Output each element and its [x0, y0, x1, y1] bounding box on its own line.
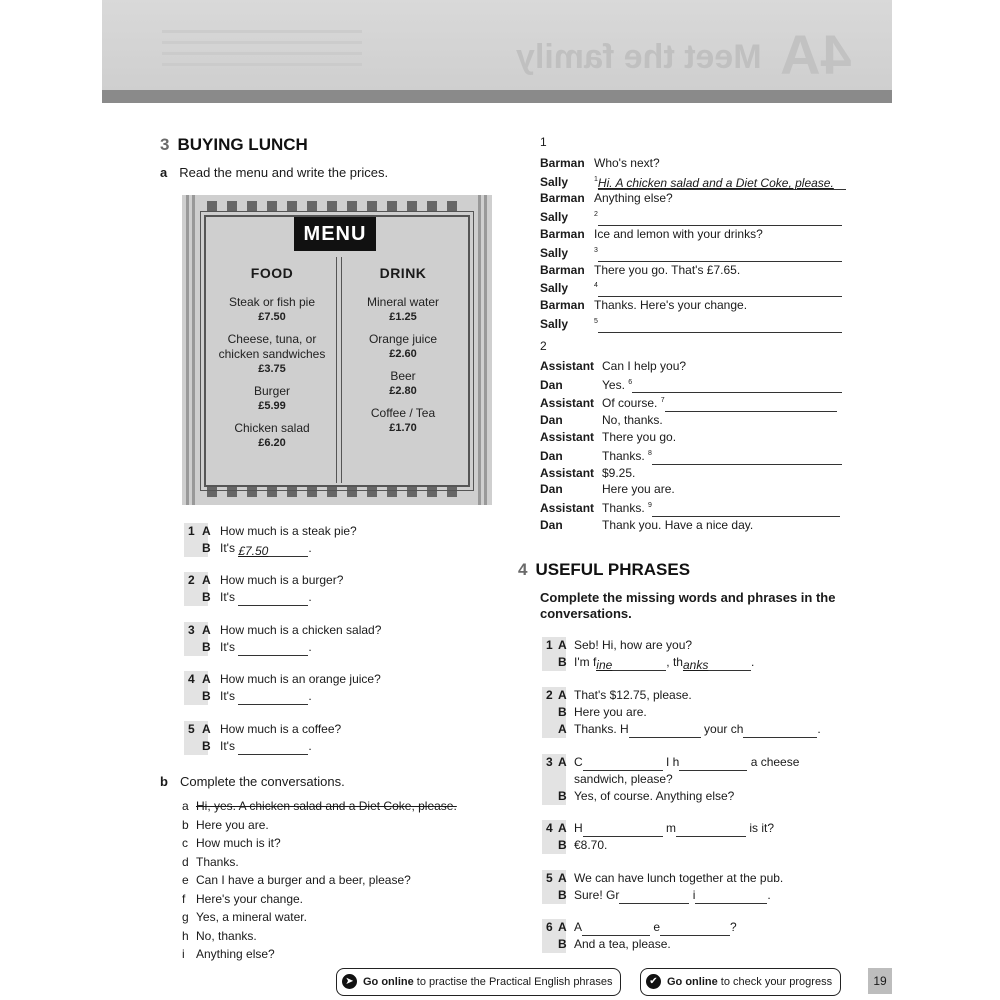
- check-progress-button[interactable]: ✔ Go online to check your progress: [640, 968, 841, 996]
- dialogue-line: Sally $^1$Hi. A chicken salad and a Diet Coke, please.: [540, 172, 846, 191]
- dialogue-line: Dan No, thanks.: [540, 413, 663, 428]
- header-stripe: [102, 90, 892, 103]
- conversation-number: 1: [540, 135, 547, 149]
- list-item: e Can I have a burger and a beer, please?: [182, 873, 411, 887]
- dialogue-line: Dan Thanks. $^8$: [540, 446, 842, 465]
- dialogue-line: Barman Ice and lemon with your drinks?: [540, 226, 763, 241]
- menu-food-column: [207, 265, 337, 458]
- practise-online-button[interactable]: ➤ Go online to practise the Practical English phrases: [336, 968, 621, 996]
- header-unit-title: Meet the family: [516, 38, 762, 76]
- phrase-question-1: 1 A Seb! Hi, how are you? B I'm fine , thanks .: [546, 637, 754, 671]
- price-question-3: 3 A How much is a chicken salad? B It's .: [188, 622, 381, 656]
- answer-blank[interactable]: [629, 724, 701, 738]
- answer-blank[interactable]: [695, 890, 767, 904]
- answer-blank[interactable]: [652, 503, 840, 517]
- price-question-5: 5 A How much is a coffee? B It's .: [188, 721, 341, 755]
- section-3b-instruction: b Complete the conversations.: [160, 774, 345, 789]
- answer-blank[interactable]: [598, 319, 842, 333]
- answer-blank[interactable]: [665, 398, 837, 412]
- conversation-2: [540, 338, 842, 534]
- section-4-title: 4 USEFUL PHRASES: [518, 560, 691, 579]
- menu-item: Cheese, tuna, or chicken sandwiches £3.75: [218, 332, 326, 375]
- menu-item: Steak or fish pie £7.50: [228, 295, 316, 323]
- list-item: d Thanks.: [182, 854, 239, 869]
- price-question-1: 1 A How much is a steak pie? B It's £7.50 .: [188, 523, 357, 557]
- dialogue-line: Assistant Of course. $^7$: [540, 393, 842, 412]
- list-item: i Anything else?: [182, 947, 275, 961]
- menu-drink-heading: DRINK: [379, 265, 427, 281]
- dialogue-line: Assistant Can I help you?: [540, 358, 687, 373]
- answer-blank[interactable]: [583, 757, 663, 771]
- price-question-4: 4 A How much is an orange juice? B It's .: [188, 671, 381, 705]
- dialogue-line: Barman Who's next?: [540, 155, 660, 170]
- conversation-number: 2: [540, 339, 547, 353]
- price-question-2: 2 A How much is a burger? B It's .: [188, 572, 343, 606]
- dialogue-line: Sally $^2$: [540, 207, 846, 226]
- dialogue-line: Barman There you go. That's £7.65.: [540, 262, 741, 277]
- phrase-question-3: 3 A C I h a cheese sandwich, please? B Yes, of course. Anything else?: [546, 754, 799, 805]
- list-item: b Here you are.: [182, 817, 269, 832]
- answer-blank[interactable]: [238, 642, 308, 656]
- answer-blank[interactable]: [583, 823, 663, 837]
- phrase-question-6: 6 A A e ? B And a tea, please.: [546, 919, 737, 953]
- list-item: c How much is it?: [182, 836, 281, 850]
- list-item: f Here's your change.: [182, 891, 304, 906]
- answer-blank[interactable]: [632, 379, 842, 393]
- section-4-instruction: Complete the missing words and phrases in the conversations.: [540, 590, 836, 621]
- dialogue-line: Barman Anything else?: [540, 191, 673, 206]
- header-unit-number: 4A: [780, 23, 852, 86]
- menu-item: Coffee / Tea £1.70: [370, 406, 436, 434]
- answer-blank[interactable]: anks: [683, 657, 751, 671]
- conversation-1: [540, 134, 846, 333]
- answer-blank[interactable]: [679, 757, 747, 771]
- menu-food-heading: FOOD: [250, 265, 294, 281]
- menu-card: [182, 195, 492, 505]
- answer-blank[interactable]: [743, 724, 817, 738]
- page-number: 19: [868, 968, 892, 994]
- dialogue-line: Dan Thank you. Have a nice day.: [540, 517, 754, 532]
- answer-blank[interactable]: [598, 283, 842, 297]
- answer-blank[interactable]: [238, 741, 308, 755]
- dialogue-line: Barman Thanks. Here's your change.: [540, 298, 748, 313]
- section-3a-instruction: a Read the menu and write the prices.: [160, 165, 389, 180]
- dialogue-line: Dan Yes. $^6$: [540, 375, 842, 394]
- list-item: g Yes, a mineral water.: [182, 910, 307, 924]
- answer-blank[interactable]: [660, 922, 730, 936]
- menu-drink-column: [338, 265, 468, 443]
- phrase-question-2: 2 A That's $12.75, please. B Here you are. A Thanks. H your ch .: [546, 687, 821, 738]
- menu-item: Beer £2.80: [389, 369, 417, 397]
- dialogue-line: Sally $^3$: [540, 243, 846, 262]
- menu-item: Mineral water £1.25: [366, 295, 440, 323]
- checkmark-icon: ✔: [646, 974, 661, 989]
- phrase-question-5: 5 A We can have lunch together at the pub. B Sure! Gr i .: [546, 870, 783, 904]
- answer-blank[interactable]: [619, 890, 689, 904]
- answer-blank[interactable]: [238, 592, 308, 606]
- list-item: h No, thanks.: [182, 928, 257, 943]
- answer-blank[interactable]: £7.50: [238, 543, 308, 557]
- answer-blank[interactable]: [676, 823, 746, 837]
- answer-blank[interactable]: [238, 691, 308, 705]
- answer-blank[interactable]: [652, 451, 842, 465]
- dialogue-line: Dan Here you are.: [540, 482, 675, 497]
- dialogue-line: Sally $^5$: [540, 314, 846, 333]
- menu-item: Chicken salad £6.20: [234, 421, 310, 449]
- menu-item: Burger £5.99: [253, 384, 291, 412]
- dialogue-line: Assistant Thanks. $^9$: [540, 498, 842, 517]
- list-item: a Hi, yes. A chicken salad and a Diet Coke, please.: [182, 799, 457, 813]
- menu-item: Orange juice £2.60: [368, 332, 438, 360]
- sentence-options-list: [182, 797, 457, 964]
- phrase-question-4: 4 A H m is it? B €8.70.: [546, 820, 774, 854]
- answer-blank[interactable]: ine: [596, 657, 666, 671]
- answer-blank[interactable]: [598, 248, 842, 262]
- unit-header-band: [102, 0, 892, 90]
- answer-blank[interactable]: Hi. A chicken salad and a Diet Coke, please.: [598, 175, 846, 190]
- answer-blank[interactable]: [598, 212, 842, 226]
- dialogue-line: Assistant $9.25.: [540, 465, 636, 480]
- menu-title: MENU: [294, 217, 376, 251]
- section-3-title: 3 BUYING LUNCH: [160, 135, 308, 154]
- cursor-icon: ➤: [342, 974, 357, 989]
- answer-blank[interactable]: [582, 922, 650, 936]
- dialogue-line: Sally $^4$: [540, 278, 846, 297]
- header-showthrough-text: [162, 30, 362, 70]
- dialogue-line: Assistant There you go.: [540, 429, 677, 444]
